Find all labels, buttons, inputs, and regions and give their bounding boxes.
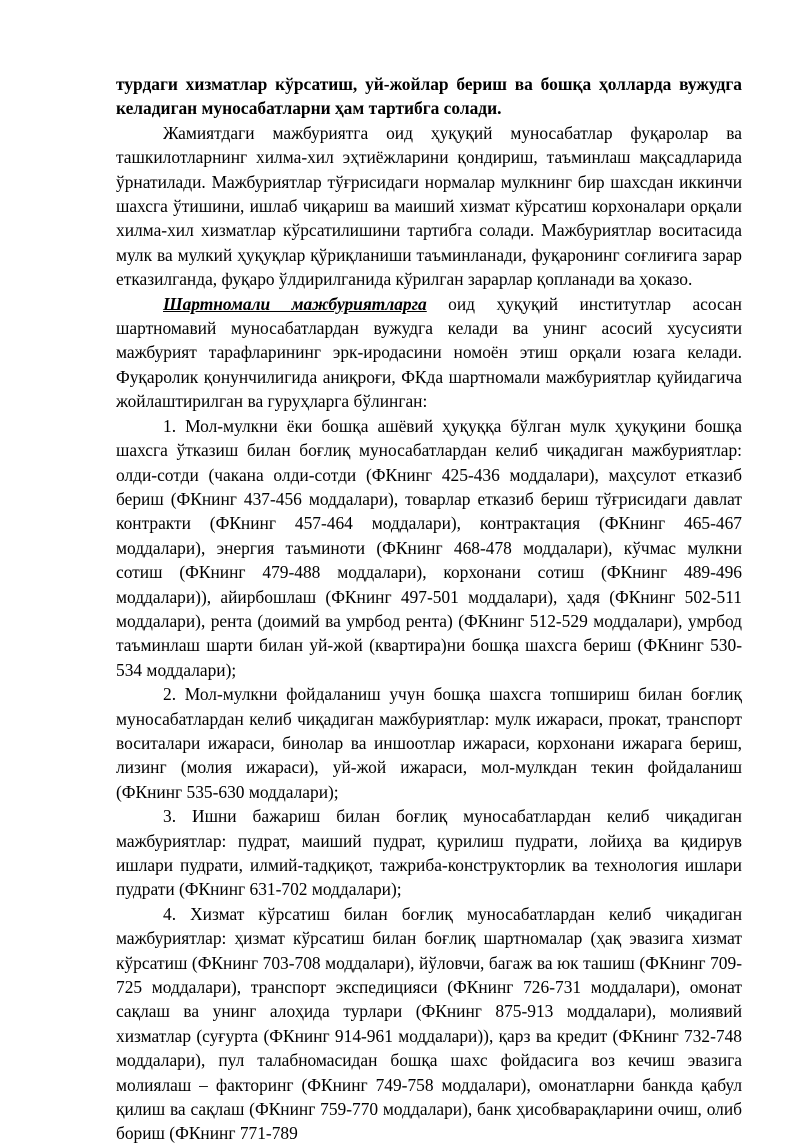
list-item-2: 2. Мол-мулкни фойдаланиш учун бошқа шахсга топшириш билан боғлиқ муносабатлардан келиб чиқадиган мажбуриятлар: мулк ижараси, прокат, транспорт воситалари ижараси, бинолар ва иншоотлар ижараси, корхонани ижарага бериш, лизинг (молия ижараси), уй-жой ижараси, мол-мулкдан текин фойдаланиш (ФКнинг 535-630 моддалари); bbox=[116, 684, 742, 802]
document-page bbox=[116, 72, 742, 1146]
paragraph-obligations-purpose: Жамиятдаги мажбуриятга оид ҳуқуқий муносабатлар фуқаролар ва ташкилотларнинг хилма-хил эҳтиёжларини қондириш, таъминлаш мақсадларида ўрнатилади. Мажбуриятлар тўғрисидаги нормалар мулкнинг бир шахсдан иккинчи шахсга ўтишини, ишлаб чиқариш ва маиший хизмат кўрсатиш корхоналари орқали хилма-хил хизматлар кўрсатилишини тартибга солади. Мажбуриятлар воситасида мулк ва мулкий ҳуқуқлар қўриқланиши таъминланади, фуқаронинг соғлиғига зарар етказилганда, фуқаро ўлдирилганида кўрилган зарарлар қопланади ва ҳоказо. bbox=[116, 122, 742, 290]
paragraph-contractual-obligations bbox=[116, 292, 742, 414]
paragraph-contractual-obligations-text: оид ҳуқуқий институтлар асосан шартномавий муносабатлардан вужудга келади ва унинг асосий хусусияти мажбурият тарафларининг эрк-иродасини номоён этиш орқали юзага келади. Фуқаролик қонунчилигида аниқроғи, ФКда шартномали мажбуриятлар қуйидагича жойлаштирилган ва гуруҳларга бўлинган: bbox=[116, 293, 742, 412]
intro-bold-paragraph: турдаги хизматлар кўрсатиш, уй-жойлар бериш ва бошқа ҳолларда вужудга келадиган муносабатларни ҳам тартибга солади. bbox=[116, 74, 742, 119]
list-item-3: 3. Ишни бажариш билан боғлиқ муносабатлардан келиб чиқадиган мажбуриятлар: пудрат, маиший пудрат, қурилиш пудрати, лойиҳа ва қидирув ишлари пудрати, илмий-тадқиқот, тажриба-конструкторлик ва технология ишлари пудрати (ФКнинг 631-702 моддалари); bbox=[116, 806, 742, 900]
term-contractual-obligations: Шартномали мажбуриятларга bbox=[163, 293, 427, 314]
list-item-1: 1. Мол-мулкни ёки бошқа ашёвий ҳуқуққа бўлган мулк ҳуқуқини бошқа шахсга ўтказиш билан боғлиқ муносабатлардан келиб чиқадиган мажбуриятлар: олди-сотди (чакана олди-сотди (ФКнинг 425-436 моддалари), маҳсулот етказиб бериш (ФКнинг 437-456 моддалари), товарлар етказиб бериш тўғрисидаги давлат контракти (ФКнинг 457-464 моддалари), контрактация (ФКнинг 465-467 моддалари), энергия таъминоти (ФКнинг 468-478 моддалари), кўчмас мулкни сотиш (ФКнинг 479-488 моддалари), корхонани сотиш (ФКнинг 489-496 моддалари)), айирбошлаш (ФКнинг 497-501 моддалари), ҳадя (ФКнинг 502-511 моддалари), рента (доимий ва умрбод рента) (ФКнинг 512-529 моддалари), умрбод таъминлаш шарти билан уй-жой (квартира)ни бошқа шахсга бериш (ФКнинг 530-534 моддалари); bbox=[116, 415, 742, 680]
list-item-4: 4. Хизмат кўрсатиш билан боғлиқ муносабатлардан келиб чиқадиган мажбуриятлар: ҳизмат кўрсатиш билан боғлиқ шартномалар (ҳақ эвазига хизмат кўрсатиш (ФКнинг 703-708 моддалари), йўловчи, багаж ва юк ташиш (ФКнинг 709-725 моддалари), транспорт экспедицияси (ФКнинг 726-731 моддалари), омонат сақлаш ва унинг алоҳида турлари (ФКнинг 875-913 моддалари), молиявий хизматлар (суғурта (ФКнинг 914-961 моддалари)), қарз ва кредит (ФКнинг 732-748 моддалари), пул талабномасидан бошқа шахс фойдасига воз кечиш эвазига молиялаш – факторинг (ФКнинг 749-758 моддалари), омонатларни банкда қабул қилиш ва сақлаш (ФКнинг 759-770 моддалари), банк ҳисобварақларини очиш, олиб бориш (ФКнинг 771-789 bbox=[116, 903, 742, 1144]
